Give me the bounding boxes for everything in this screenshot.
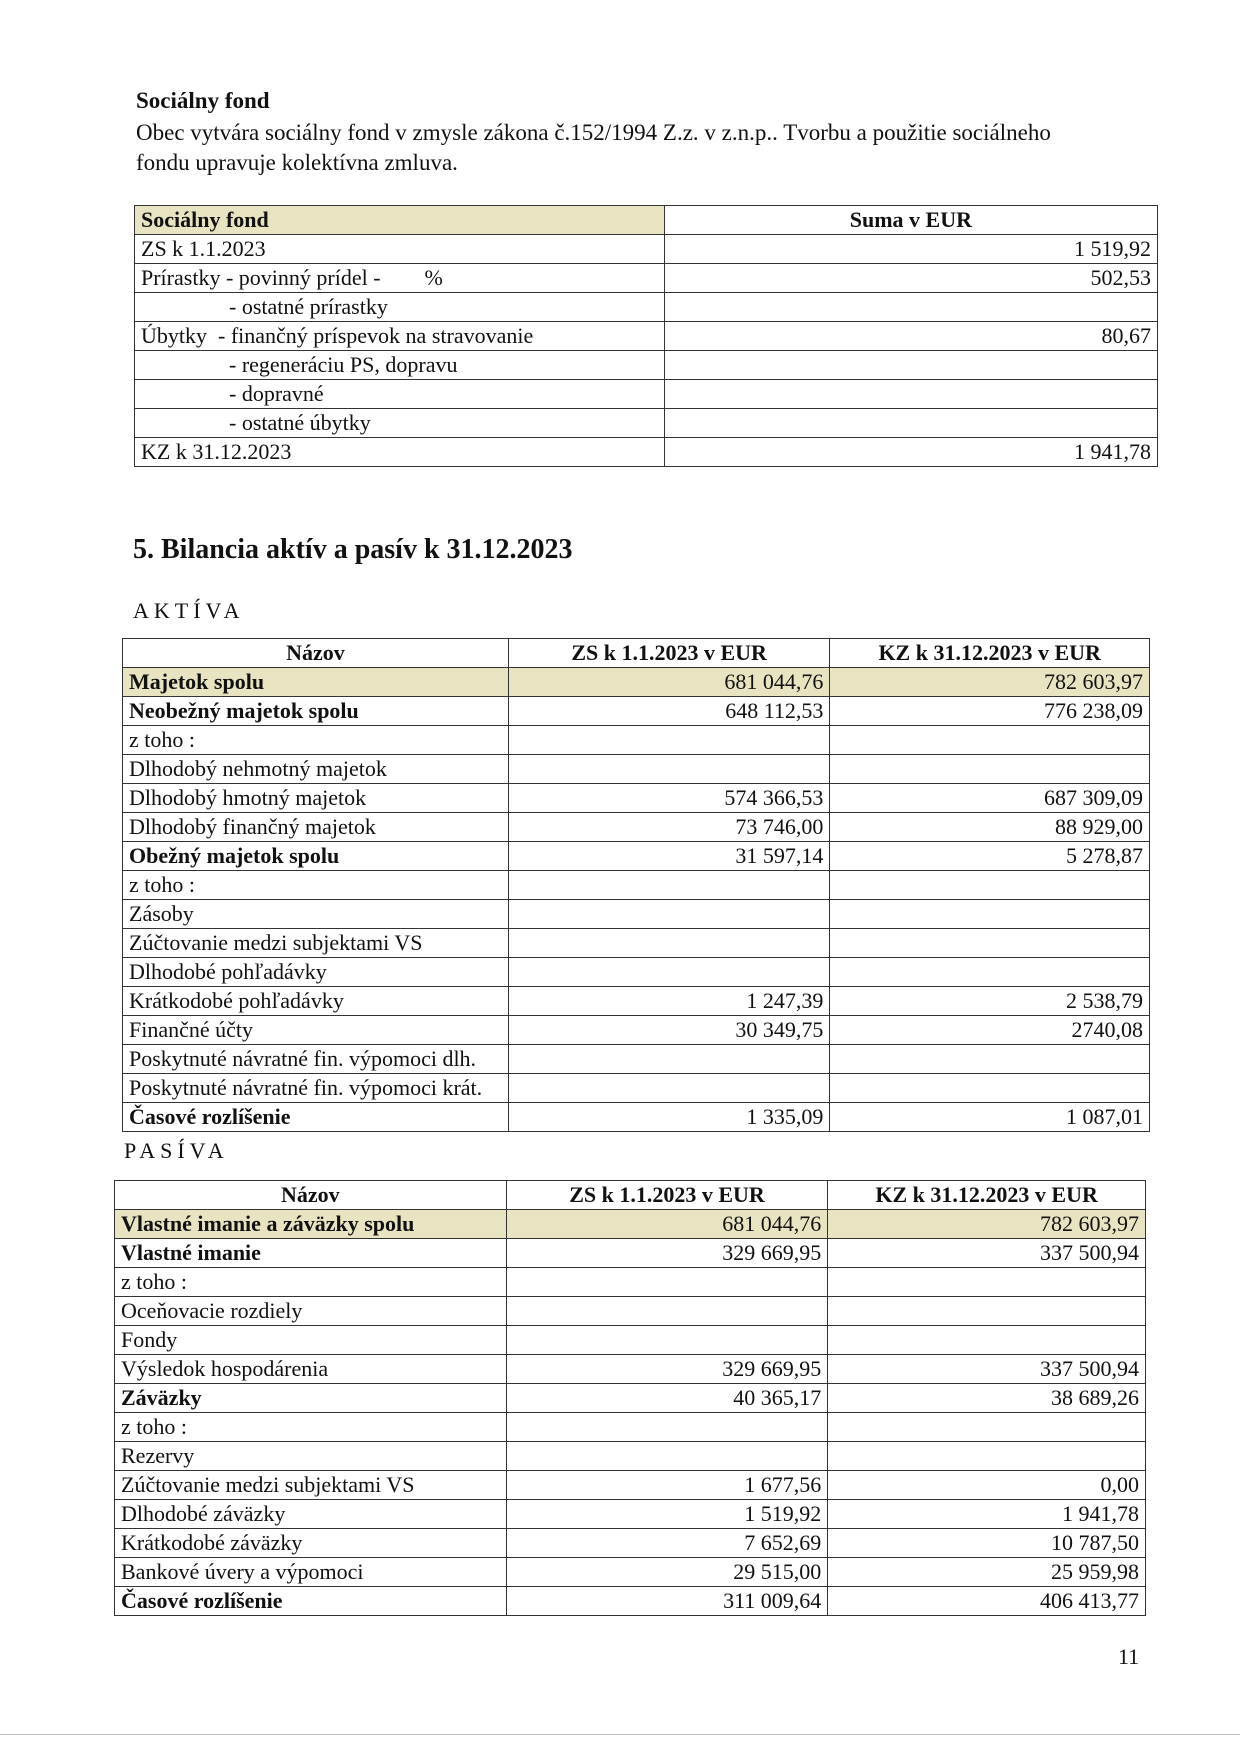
aktiva-row-kz (830, 900, 1150, 929)
aktiva-row-kz (830, 1074, 1150, 1103)
aktiva-row-zs (508, 755, 829, 784)
pasiva-row-name: Zúčtovanie medzi subjektami VS (115, 1471, 507, 1500)
aktiva-row-zs (508, 1045, 829, 1074)
pasiva-row-name: Dlhodobé záväzky (115, 1500, 507, 1529)
pasiva-table (114, 1180, 1146, 1616)
aktiva-table-row (123, 784, 1150, 813)
pasiva-row-kz: 406 413,77 (828, 1587, 1146, 1616)
aktiva-row-zs: 1 335,09 (508, 1103, 829, 1132)
aktiva-row-name: Neobežný majetok spolu (123, 697, 509, 726)
sf-table-row (135, 264, 1158, 293)
sf-row-label: - ostatné úbytky (135, 409, 665, 438)
pasiva-row-zs (506, 1442, 828, 1471)
pasiva-row-name: Vlastné imanie (115, 1239, 507, 1268)
pasiva-row-zs: 40 365,17 (506, 1384, 828, 1413)
sf-row-label: Úbytky - finančný príspevok na stravovanie (135, 322, 665, 351)
aktiva-row-kz: 687 309,09 (830, 784, 1150, 813)
sf-row-value: 1 519,92 (664, 235, 1157, 264)
pasiva-row-kz (828, 1442, 1146, 1471)
social-fund-heading: Sociálny fond (136, 88, 270, 113)
sf-row-value (664, 409, 1157, 438)
aktiva-row-zs: 648 112,53 (508, 697, 829, 726)
pasiva-row-zs: 29 515,00 (506, 1558, 828, 1587)
sf-row-label: - regeneráciu PS, dopravu (135, 351, 665, 380)
pasiva-table-row (115, 1326, 1146, 1355)
pasiva-row-kz: 782 603,97 (828, 1210, 1146, 1239)
aktiva-row-name: Poskytnuté návratné fin. výpomoci dlh. (123, 1045, 509, 1074)
pasiva-table-row (115, 1268, 1146, 1297)
pasiva-header-kz: KZ k 31.12.2023 v EUR (828, 1181, 1146, 1210)
aktiva-row-kz: 5 278,87 (830, 842, 1150, 871)
pasiva-table-row (115, 1239, 1146, 1268)
sf-table-row (135, 235, 1158, 264)
pasiva-row-kz: 38 689,26 (828, 1384, 1146, 1413)
sf-row-value (664, 293, 1157, 322)
pasiva-row-kz (828, 1326, 1146, 1355)
pasiva-row-name: Krátkodobé záväzky (115, 1529, 507, 1558)
aktiva-row-zs: 30 349,75 (508, 1016, 829, 1045)
pasiva-row-name: Záväzky (115, 1384, 507, 1413)
pasiva-row-name: Bankové úvery a výpomoci (115, 1558, 507, 1587)
sf-row-value: 1 941,78 (664, 438, 1157, 467)
aktiva-row-name: Časové rozlíšenie (123, 1103, 509, 1132)
aktiva-row-kz: 2740,08 (830, 1016, 1150, 1045)
sf-row-value: 80,67 (664, 322, 1157, 351)
aktiva-label: AKTÍVA (133, 598, 245, 623)
aktiva-table-row (123, 726, 1150, 755)
pasiva-table-row (115, 1471, 1146, 1500)
social-fund-paragraph-line1: Obec vytvára sociálny fond v zmysle zákona č.152/1994 Z.z. v z.n.p.. Tvorbu a použitie sociálneho (136, 120, 1051, 145)
sf-row-value: 502,53 (664, 264, 1157, 293)
pasiva-row-name: z toho : (115, 1268, 507, 1297)
aktiva-table-row (123, 1016, 1150, 1045)
pasiva-table-row (115, 1529, 1146, 1558)
sf-row-label: - dopravné (135, 380, 665, 409)
pasiva-row-kz (828, 1413, 1146, 1442)
aktiva-table-row (123, 697, 1150, 726)
aktiva-row-zs (508, 900, 829, 929)
aktiva-table-row (123, 958, 1150, 987)
aktiva-row-kz (830, 755, 1150, 784)
aktiva-table-row (123, 842, 1150, 871)
pasiva-row-name: Oceňovacie rozdiely (115, 1297, 507, 1326)
pasiva-row-kz (828, 1297, 1146, 1326)
aktiva-row-name: z toho : (123, 871, 509, 900)
sf-row-label: Prírastky - povinný prídel - % (135, 264, 665, 293)
aktiva-header-name: Názov (123, 639, 509, 668)
aktiva-table-row (123, 1074, 1150, 1103)
pasiva-row-name: Vlastné imanie a záväzky spolu (115, 1210, 507, 1239)
aktiva-row-zs (508, 871, 829, 900)
aktiva-table-row (123, 987, 1150, 1016)
pasiva-table-row (115, 1297, 1146, 1326)
sf-table-row (135, 438, 1158, 467)
aktiva-row-name: Dlhodobé pohľadávky (123, 958, 509, 987)
aktiva-row-zs: 31 597,14 (508, 842, 829, 871)
pasiva-row-kz: 25 959,98 (828, 1558, 1146, 1587)
aktiva-row-kz: 1 087,01 (830, 1103, 1150, 1132)
aktiva-row-zs: 574 366,53 (508, 784, 829, 813)
social-fund-paragraph-line2: fondu upravuje kolektívna zmluva. (136, 150, 458, 175)
pasiva-table-row (115, 1558, 1146, 1587)
pasiva-header-zs: ZS k 1.1.2023 v EUR (506, 1181, 828, 1210)
pasiva-row-zs: 1 677,56 (506, 1471, 828, 1500)
pasiva-table-row (115, 1500, 1146, 1529)
aktiva-row-kz (830, 1045, 1150, 1074)
aktiva-table-row (123, 900, 1150, 929)
pasiva-row-zs: 7 652,69 (506, 1529, 828, 1558)
pasiva-header-name: Názov (115, 1181, 507, 1210)
aktiva-row-name: Zásoby (123, 900, 509, 929)
social-fund-table (134, 205, 1158, 467)
sf-table-row (135, 322, 1158, 351)
pasiva-table-row (115, 1442, 1146, 1471)
sf-table-row (135, 409, 1158, 438)
aktiva-table-row (123, 668, 1150, 697)
sf-row-value (664, 380, 1157, 409)
pasiva-label: PASÍVA (124, 1138, 229, 1163)
aktiva-row-name: z toho : (123, 726, 509, 755)
pasiva-row-kz: 0,00 (828, 1471, 1146, 1500)
aktiva-row-zs (508, 1074, 829, 1103)
pasiva-row-name: z toho : (115, 1413, 507, 1442)
pasiva-row-zs: 681 044,76 (506, 1210, 828, 1239)
pasiva-table-row (115, 1384, 1146, 1413)
aktiva-table-row (123, 755, 1150, 784)
aktiva-row-zs (508, 726, 829, 755)
aktiva-table-row (123, 813, 1150, 842)
sf-col2-header: Suma v EUR (664, 206, 1157, 235)
pasiva-row-zs (506, 1297, 828, 1326)
sf-row-label: ZS k 1.1.2023 (135, 235, 665, 264)
pasiva-row-zs: 311 009,64 (506, 1587, 828, 1616)
aktiva-row-name: Dlhodobý nehmotný majetok (123, 755, 509, 784)
sf-table-row (135, 351, 1158, 380)
pasiva-row-zs (506, 1326, 828, 1355)
pasiva-row-name: Časové rozlíšenie (115, 1587, 507, 1616)
pasiva-table-row (115, 1210, 1146, 1239)
sf-table-row (135, 380, 1158, 409)
pasiva-row-kz: 10 787,50 (828, 1529, 1146, 1558)
aktiva-row-kz: 782 603,97 (830, 668, 1150, 697)
aktiva-row-kz (830, 871, 1150, 900)
aktiva-table (122, 638, 1150, 1132)
aktiva-header-kz: KZ k 31.12.2023 v EUR (830, 639, 1150, 668)
pasiva-row-kz: 337 500,94 (828, 1239, 1146, 1268)
pasiva-row-kz: 1 941,78 (828, 1500, 1146, 1529)
aktiva-row-name: Majetok spolu (123, 668, 509, 697)
aktiva-table-row (123, 871, 1150, 900)
aktiva-row-zs: 681 044,76 (508, 668, 829, 697)
pasiva-row-name: Fondy (115, 1326, 507, 1355)
pasiva-table-row (115, 1413, 1146, 1442)
aktiva-row-kz (830, 726, 1150, 755)
sf-table-row (135, 293, 1158, 322)
aktiva-row-kz (830, 958, 1150, 987)
pasiva-row-name: Rezervy (115, 1442, 507, 1471)
sf-row-value (664, 351, 1157, 380)
aktiva-row-zs (508, 958, 829, 987)
aktiva-table-row (123, 929, 1150, 958)
pasiva-row-zs (506, 1268, 828, 1297)
aktiva-row-name: Dlhodobý hmotný majetok (123, 784, 509, 813)
section-title: 5. Bilancia aktív a pasív k 31.12.2023 (133, 534, 573, 565)
aktiva-row-kz: 2 538,79 (830, 987, 1150, 1016)
sf-row-label: - ostatné prírastky (135, 293, 665, 322)
aktiva-row-kz: 88 929,00 (830, 813, 1150, 842)
sf-row-label: KZ k 31.12.2023 (135, 438, 665, 467)
pasiva-table-row (115, 1587, 1146, 1616)
aktiva-header-zs: ZS k 1.1.2023 v EUR (508, 639, 829, 668)
page-number: 11 (1118, 1644, 1140, 1669)
pasiva-row-name: Výsledok hospodárenia (115, 1355, 507, 1384)
aktiva-table-row (123, 1045, 1150, 1074)
sf-col1-header: Sociálny fond (135, 206, 665, 235)
pasiva-row-kz (828, 1268, 1146, 1297)
aktiva-row-name: Dlhodobý finančný majetok (123, 813, 509, 842)
aktiva-row-name: Krátkodobé pohľadávky (123, 987, 509, 1016)
aktiva-row-name: Finančné účty (123, 1016, 509, 1045)
pasiva-row-kz: 337 500,94 (828, 1355, 1146, 1384)
aktiva-row-name: Zúčtovanie medzi subjektami VS (123, 929, 509, 958)
aktiva-row-zs: 1 247,39 (508, 987, 829, 1016)
aktiva-row-kz (830, 929, 1150, 958)
aktiva-row-name: Obežný majetok spolu (123, 842, 509, 871)
scan-edge-line (0, 1734, 1240, 1735)
aktiva-row-zs (508, 929, 829, 958)
pasiva-row-zs: 1 519,92 (506, 1500, 828, 1529)
aktiva-row-kz: 776 238,09 (830, 697, 1150, 726)
aktiva-row-name: Poskytnuté návratné fin. výpomoci krát. (123, 1074, 509, 1103)
pasiva-row-zs: 329 669,95 (506, 1239, 828, 1268)
aktiva-table-row (123, 1103, 1150, 1132)
aktiva-row-zs: 73 746,00 (508, 813, 829, 842)
pasiva-row-zs: 329 669,95 (506, 1355, 828, 1384)
pasiva-row-zs (506, 1413, 828, 1442)
pasiva-table-row (115, 1355, 1146, 1384)
